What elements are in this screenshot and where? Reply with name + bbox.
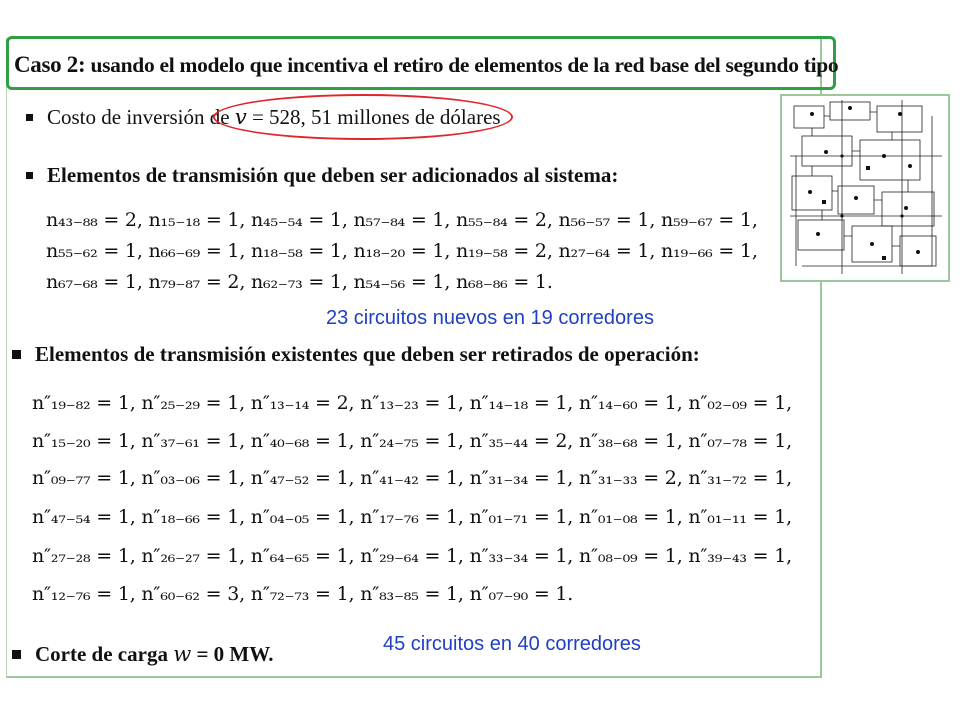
cost-highlight-ellipse [213, 94, 513, 140]
load-shed-label: Corte de carga [35, 642, 174, 666]
removed-line-3: n″₀₉₋₇₇ = 1, n″₀₃₋₀₆ = 1, n″₄₇₋₅₂ = 1, n″₄₁₋₄₂ = 1, n″₃₁₋₃₄ = 1, n″₃₁₋₃₃ = 2, n″₃₁₋₇₂ = 1, [32, 467, 792, 489]
load-shed-variable: w [173, 642, 192, 666]
added-heading-row [26, 163, 618, 188]
cost-variable: v [234, 105, 247, 129]
cost-label: Costo de inversión de [47, 105, 235, 129]
square-bullet-icon [26, 172, 33, 179]
cost-value: = 528, 51 [246, 105, 333, 129]
removed-summary-note: 45 circuitos en 40 corredores [383, 633, 641, 655]
added-summary-note: 23 circuitos nuevos en 19 corredores [326, 307, 654, 329]
added-line-1: n₄₃₋₈₈ = 2, n₁₅₋₁₈ = 1, n₄₅₋₅₄ = 1, n₅₇₋₈₄ = 1, n₅₅₋₈₄ = 2, n₅₆₋₅₇ = 1, n₅₉₋₆₇ = 1, [46, 209, 758, 231]
square-bullet-icon [12, 350, 21, 359]
removed-line-4: n″₄₇₋₅₄ = 1, n″₁₈₋₆₆ = 1, n″₀₄₋₀₅ = 1, n″₁₇₋₇₆ = 1, n″₀₁₋₇₁ = 1, n″₀₁₋₀₈ = 1, n″₀₁₋₁₁ = 1, [32, 506, 792, 528]
removed-line-5: n″₂₇₋₂₈ = 1, n″₂₆₋₂₇ = 1, n″₆₄₋₆₅ = 1, n″₂₉₋₆₄ = 1, n″₃₃₋₃₄ = 1, n″₀₈₋₀₉ = 1, n″₃₉₋₄₃ = 1, [32, 545, 792, 567]
cost-units: millones de dólares [332, 105, 501, 129]
removed-line-2: n″₁₅₋₂₀ = 1, n″₃₇₋₆₁ = 1, n″₄₀₋₆₈ = 1, n″₂₄₋₇₅ = 1, n″₃₅₋₄₄ = 2, n″₃₈₋₆₈ = 1, n″₀₇₋₇₈ = 1, [32, 430, 792, 452]
removed-heading-row [12, 342, 700, 367]
added-line-2: n₅₅₋₆₂ = 1, n₆₆₋₆₉ = 1, n₁₈₋₅₈ = 1, n₁₈₋₂₀ = 1, n₁₉₋₅₈ = 2, n₂₇₋₆₄ = 1, n₁₉₋₆₆ = 1, [46, 240, 758, 262]
removed-line-1: n″₁₉₋₈₂ = 1, n″₂₅₋₂₉ = 1, n″₁₃₋₁₄ = 2, n″₁₃₋₂₃ = 1, n″₁₄₋₁₈ = 1, n″₁₄₋₆₀ = 1, n″₀₂₋₀₉ = 1, [32, 392, 792, 414]
square-bullet-icon [12, 650, 21, 659]
removed-line-6: n″₁₂₋₇₆ = 1, n″₆₀₋₆₂ = 3, n″₇₂₋₇₃ = 1, n″₈₃₋₈₅ = 1, n″₀₇₋₉₀ = 1. [32, 583, 574, 605]
slide-title [14, 52, 838, 78]
network-diagram-thumbnail [780, 94, 950, 282]
load-shed-row [12, 642, 274, 667]
added-heading: Elementos de transmisión que deben ser adicionados al sistema: [47, 163, 619, 187]
case-title: usando el modelo que incentiva el retiro de elementos de la red base del segundo tipo [90, 53, 839, 77]
case-label: Caso 2: [14, 52, 86, 77]
removed-heading: Elementos de transmisión existentes que deben ser retirados de operación: [35, 342, 700, 366]
added-line-3: n₆₇₋₆₈ = 1, n₇₉₋₈₇ = 2, n₆₂₋₇₃ = 1, n₅₄₋₅₆ = 1, n₆₈₋₈₆ = 1. [46, 271, 553, 293]
load-shed-value: = 0 MW. [191, 642, 274, 666]
network-diagram-icon [782, 96, 948, 280]
square-bullet-icon [26, 114, 33, 121]
